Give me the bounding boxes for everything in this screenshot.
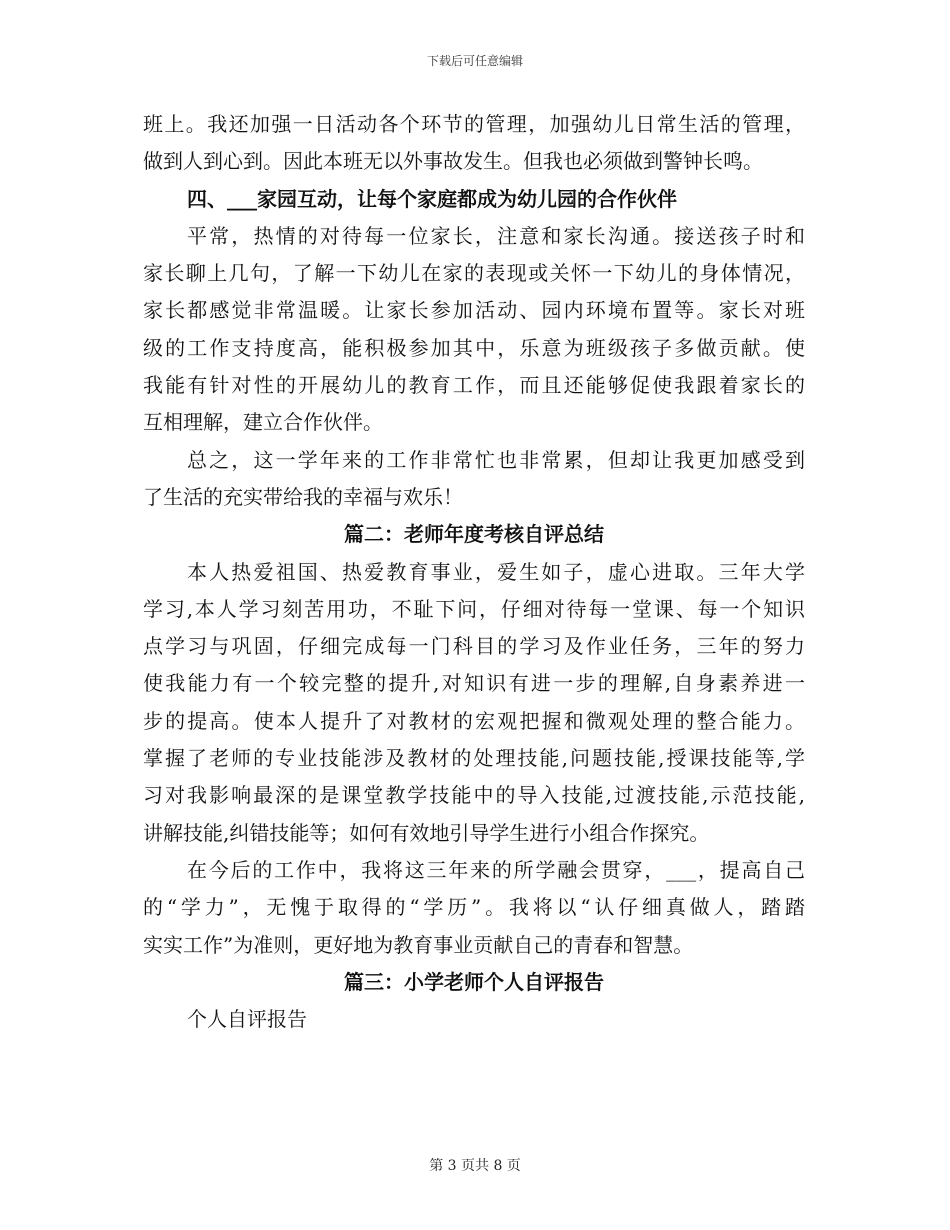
article-title: 篇二：老师年度考核自评总结 bbox=[344, 522, 604, 547]
paragraph-line: 家长都感觉非常温暖。让家长参加活动、园内环境布置等。家长对班 bbox=[143, 298, 805, 323]
paragraph-line: 班上。我还加强一日活动各个环节的管理，加强幼儿日常生活的管理， bbox=[143, 112, 805, 136]
paragraph-line: 讲解技能,纠错技能等；如何有效地引导学生进行小组合作探究。 bbox=[143, 820, 710, 845]
paragraph-line: 了生活的充实带给我的幸福与欢乐！ bbox=[143, 484, 463, 509]
paragraph-line: 互相理解，建立合作伙伴。 bbox=[143, 410, 383, 435]
paragraph-line: 使我能力有一个较完整的提升,对知识有进一步的理解,自身素养进一 bbox=[143, 671, 805, 696]
section-heading: 四、___家园互动，让每个家庭都成为幼儿园的合作伙伴 bbox=[187, 186, 677, 211]
paragraph-line: 平常，热情的对待每一位家长，注意和家长沟通。接送孩子时和 bbox=[187, 223, 805, 248]
paragraph-line: 实实工作”为准则，更好地为教育事业贡献自己的青春和智慧。 bbox=[143, 932, 694, 957]
document-body bbox=[143, 106, 805, 1038]
paragraph-line: 级的工作支持度高，能积极参加其中，乐意为班级孩子多做贡献。使 bbox=[143, 335, 805, 360]
paragraph-line: 个人自评报告 bbox=[187, 1007, 307, 1032]
paragraph-line: 我能有针对性的开展幼儿的教育工作，而且还能够促使我跟着家长的 bbox=[143, 373, 805, 398]
paragraph-line: 本人热爱祖国、热爱教育事业，爱生如子，虚心进取。三年大学 bbox=[187, 559, 805, 584]
paragraph-line: 学习,本人学习刻苦用功，不耻下问，仔细对待每一堂课、每一个知识 bbox=[143, 596, 805, 621]
paragraph-line: 在今后的工作中，我将这三年来的所学融会贯穿，___，提高自己 bbox=[187, 857, 805, 882]
paragraph-line: 掌握了老师的专业技能涉及教材的处理技能,问题技能,授课技能等,学 bbox=[143, 746, 805, 771]
paragraph-line: 总之，这一学年来的工作非常忙也非常累，但却让我更加感受到 bbox=[187, 447, 805, 472]
paragraph-line: 家长聊上几句，了解一下幼儿在家的表现或关怀一下幼儿的身体情况， bbox=[143, 261, 805, 286]
paragraph-line: 的“学力”，无愧于取得的“学历”。我将以“认仔细真做人，踏踏 bbox=[143, 895, 805, 920]
page-header: 下载后可任意编辑 bbox=[426, 54, 523, 68]
paragraph-line: 步的提高。使本人提升了对教材的宏观把握和微观处理的整合能力。 bbox=[143, 708, 805, 733]
paragraph-line: 习对我影响最深的是课堂教学技能中的导入技能,过渡技能,示范技能, bbox=[143, 783, 805, 808]
page-footer: 第 3 页共 8 页 bbox=[429, 1158, 521, 1174]
paragraph-line: 做到人到心到。因此本班无以外事故发生。但我也必须做到警钟长鸣。 bbox=[143, 149, 763, 174]
article-title: 篇三：小学老师个人自评报告 bbox=[344, 969, 604, 994]
paragraph-line: 点学习与巩固，仔细完成每一门科目的学习及作业任务，三年的努力 bbox=[143, 634, 805, 659]
